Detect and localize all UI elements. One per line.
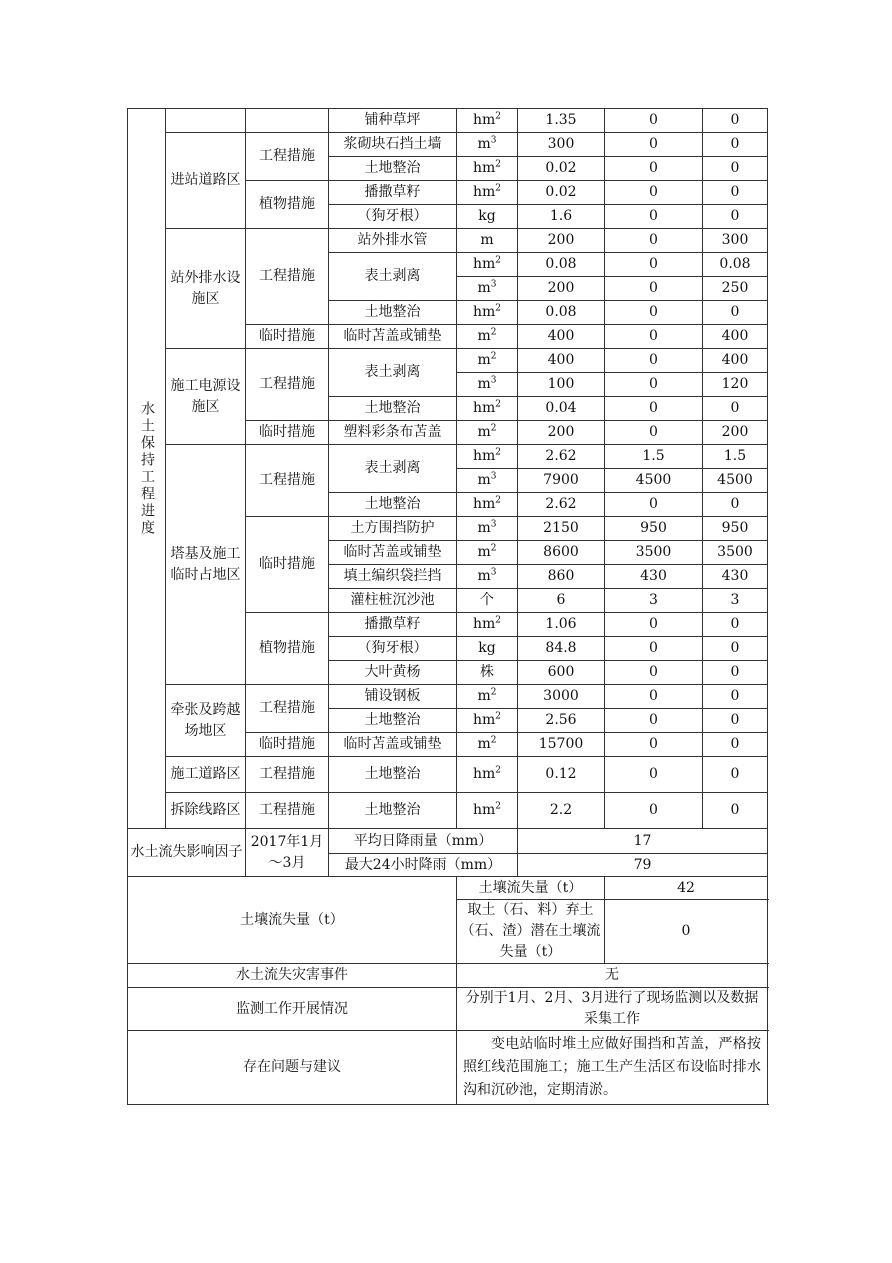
measure-cell: 浆砌块石挡土墙 bbox=[329, 133, 457, 157]
unit-cell: $hm^2$ bbox=[457, 709, 518, 733]
unit-cell: $m^3$ bbox=[457, 469, 518, 493]
unit-cell: $m^3$ bbox=[457, 277, 518, 301]
unit-cell: $m^2$ bbox=[457, 733, 518, 757]
planned-cell: 200 bbox=[518, 229, 605, 253]
planned-cell: 2.62 bbox=[518, 493, 605, 517]
cumulative-cell: 250 bbox=[703, 277, 768, 301]
cumulative-cell: 0 bbox=[703, 613, 768, 637]
measure-cell: （狗牙根） bbox=[329, 205, 457, 229]
planned-cell: 100 bbox=[518, 373, 605, 397]
measure-cell: 土地整治 bbox=[329, 709, 457, 733]
cumulative-cell: 120 bbox=[703, 373, 768, 397]
avg-rain-value: 17 bbox=[518, 829, 768, 854]
planned-cell: 300 bbox=[518, 133, 605, 157]
unit-cell: $m^3$ bbox=[457, 373, 518, 397]
unit-cell: 个 bbox=[457, 589, 518, 613]
unit-cell: $m^3$ bbox=[457, 133, 518, 157]
unit-cell: $m^3$ bbox=[457, 517, 518, 541]
planned-cell: 200 bbox=[518, 277, 605, 301]
unit-cell: $m^3$ bbox=[457, 565, 518, 589]
category-cell bbox=[246, 109, 329, 133]
measure-cell: 土地整治 bbox=[329, 493, 457, 517]
measure-cell: 临时苫盖或铺垫 bbox=[329, 541, 457, 565]
cumulative-cell: 0 bbox=[703, 757, 768, 793]
area-cell: 施工电源设施区 bbox=[166, 349, 246, 445]
unit-cell: $hm^2$ bbox=[457, 757, 518, 793]
cumulative-cell: 0 bbox=[703, 397, 768, 421]
measure-cell: 临时苫盖或铺垫 bbox=[329, 325, 457, 349]
category-cell: 工程措施 bbox=[246, 793, 329, 829]
measure-cell: 表土剥离 bbox=[329, 253, 457, 301]
period-cell: 0 bbox=[605, 613, 703, 637]
area-cell: 进站道路区 bbox=[166, 133, 246, 229]
cumulative-cell: 950 bbox=[703, 517, 768, 541]
category-cell: 植物措施 bbox=[246, 181, 329, 229]
measure-cell: 土方围挡防护 bbox=[329, 517, 457, 541]
planned-cell: 7900 bbox=[518, 469, 605, 493]
category-cell: 工程措施 bbox=[246, 445, 329, 517]
cumulative-cell: 0 bbox=[703, 205, 768, 229]
measure-cell: 填土编织袋拦挡 bbox=[329, 565, 457, 589]
planned-cell: 1.06 bbox=[518, 613, 605, 637]
period-cell: 0 bbox=[605, 133, 703, 157]
unit-cell: $hm^2$ bbox=[457, 253, 518, 277]
unit-cell: $hm^2$ bbox=[457, 301, 518, 325]
cumulative-cell: 4500 bbox=[703, 469, 768, 493]
planned-cell: 84.8 bbox=[518, 637, 605, 661]
period-cell: 0 bbox=[605, 325, 703, 349]
planned-cell: 1.35 bbox=[518, 109, 605, 133]
planned-cell: 2150 bbox=[518, 517, 605, 541]
disaster-label: 水土流失灾害事件 bbox=[128, 964, 457, 988]
soil-loss-total-value: 42 bbox=[605, 877, 768, 900]
planned-cell: 0.08 bbox=[518, 253, 605, 277]
unit-cell: $m^2$ bbox=[457, 541, 518, 565]
period-cell: 0 bbox=[605, 277, 703, 301]
max-rain-label: 最大24小时降雨（mm） bbox=[329, 854, 518, 877]
avg-rain-label: 平均日降雨量（mm） bbox=[329, 829, 518, 854]
measure-cell: 铺种草坪 bbox=[329, 109, 457, 133]
period-cell: 0 bbox=[605, 301, 703, 325]
measure-cell: 灌柱桩沉沙池 bbox=[329, 589, 457, 613]
area-cell: 塔基及施工临时占地区 bbox=[166, 445, 246, 685]
period-cell: 0 bbox=[605, 157, 703, 181]
category-cell: 工程措施 bbox=[246, 685, 329, 733]
cumulative-cell: 430 bbox=[703, 565, 768, 589]
unit-cell: $hm^2$ bbox=[457, 613, 518, 637]
unit-cell: $m^2$ bbox=[457, 349, 518, 373]
planned-cell: 3000 bbox=[518, 685, 605, 709]
category-cell: 临时措施 bbox=[246, 733, 329, 757]
cumulative-cell: 300 bbox=[703, 229, 768, 253]
unit-cell: $hm^2$ bbox=[457, 157, 518, 181]
area-cell: 拆除线路区 bbox=[166, 793, 246, 829]
cumulative-cell: 0 bbox=[703, 637, 768, 661]
category-cell: 临时措施 bbox=[246, 421, 329, 445]
planned-cell: 0.04 bbox=[518, 397, 605, 421]
category-cell: 工程措施 bbox=[246, 229, 329, 325]
planned-cell: 0.02 bbox=[518, 181, 605, 205]
area-cell: 站外排水设施区 bbox=[166, 229, 246, 349]
cumulative-cell: 0 bbox=[703, 133, 768, 157]
cumulative-cell: 400 bbox=[703, 349, 768, 373]
period-cell: 0 bbox=[605, 793, 703, 829]
planned-cell: 8600 bbox=[518, 541, 605, 565]
unit-cell: m bbox=[457, 229, 518, 253]
unit-cell: $m^2$ bbox=[457, 421, 518, 445]
measure-cell: 临时苫盖或铺垫 bbox=[329, 733, 457, 757]
planned-cell: 400 bbox=[518, 325, 605, 349]
period-cell: 0 bbox=[605, 733, 703, 757]
area-cell: 牵张及跨越场地区 bbox=[166, 685, 246, 757]
unit-cell: 株 bbox=[457, 661, 518, 685]
cumulative-cell: 0 bbox=[703, 301, 768, 325]
issues-label: 存在问题与建议 bbox=[128, 1031, 457, 1105]
measure-cell: 表土剥离 bbox=[329, 445, 457, 493]
period-cell: 0 bbox=[605, 181, 703, 205]
cumulative-cell: 0 bbox=[703, 157, 768, 181]
measure-cell: 播撒草籽 bbox=[329, 181, 457, 205]
unit-cell: $hm^2$ bbox=[457, 109, 518, 133]
monitoring-report-table bbox=[127, 108, 768, 1105]
period-cell: 0 bbox=[605, 205, 703, 229]
planned-cell: 2.62 bbox=[518, 445, 605, 469]
period-cell: 0 bbox=[605, 397, 703, 421]
unit-cell: kg bbox=[457, 637, 518, 661]
cumulative-cell: 0 bbox=[703, 661, 768, 685]
cumulative-cell: 0 bbox=[703, 181, 768, 205]
planned-cell: 15700 bbox=[518, 733, 605, 757]
period-cell: 4500 bbox=[605, 469, 703, 493]
unit-cell: kg bbox=[457, 205, 518, 229]
period-cell: 0 bbox=[605, 757, 703, 793]
measure-cell: 土地整治 bbox=[329, 757, 457, 793]
period-cell: 0 bbox=[605, 661, 703, 685]
cumulative-cell: 200 bbox=[703, 421, 768, 445]
measure-cell: （狗牙根） bbox=[329, 637, 457, 661]
measure-cell: 播撒草籽 bbox=[329, 613, 457, 637]
planned-cell: 0.02 bbox=[518, 157, 605, 181]
period-cell: 1.5 bbox=[605, 445, 703, 469]
measure-cell: 塑料彩条布苫盖 bbox=[329, 421, 457, 445]
cumulative-cell: 3500 bbox=[703, 541, 768, 565]
measure-cell: 土地整治 bbox=[329, 793, 457, 829]
period-cell: 0 bbox=[605, 637, 703, 661]
unit-cell: $m^2$ bbox=[457, 325, 518, 349]
cumulative-cell: 0 bbox=[703, 733, 768, 757]
period-cell: 3500 bbox=[605, 541, 703, 565]
category-cell: 工程措施 bbox=[246, 349, 329, 421]
planned-cell: 2.2 bbox=[518, 793, 605, 829]
measure-cell: 土地整治 bbox=[329, 301, 457, 325]
period-cell: 0 bbox=[605, 421, 703, 445]
disaster-value: 无 bbox=[457, 964, 768, 988]
cumulative-cell: 0.08 bbox=[703, 253, 768, 277]
factors-period: 2017年1月～3月 bbox=[246, 829, 329, 877]
issues-value: 变电站临时堆土应做好围挡和苫盖，严格按照红线范围施工；施工生产生活区布设临时排水沟和沉砂池，定期清淤。 bbox=[457, 1031, 768, 1105]
planned-cell: 2.56 bbox=[518, 709, 605, 733]
planned-cell: 200 bbox=[518, 421, 605, 445]
planned-cell: 0.08 bbox=[518, 301, 605, 325]
planned-cell: 860 bbox=[518, 565, 605, 589]
cumulative-cell: 0 bbox=[703, 109, 768, 133]
area-cell: 施工道路区 bbox=[166, 757, 246, 793]
period-cell: 430 bbox=[605, 565, 703, 589]
soil-loss-total-label: 土壤流失量（t） bbox=[457, 877, 605, 900]
category-cell: 工程措施 bbox=[246, 133, 329, 181]
cumulative-cell: 0 bbox=[703, 709, 768, 733]
monitoring-value: 分别于1月、2月、3月进行了现场监测以及数据采集工作 bbox=[457, 988, 768, 1031]
unit-cell: $hm^2$ bbox=[457, 181, 518, 205]
planned-cell: 0.12 bbox=[518, 757, 605, 793]
period-cell: 0 bbox=[605, 493, 703, 517]
measure-cell: 土地整治 bbox=[329, 157, 457, 181]
cumulative-cell: 0 bbox=[703, 493, 768, 517]
max-rain-value: 79 bbox=[518, 854, 768, 877]
category-cell: 临时措施 bbox=[246, 517, 329, 613]
period-cell: 950 bbox=[605, 517, 703, 541]
category-cell: 植物措施 bbox=[246, 613, 329, 685]
section-label: 水土保持工程进度 bbox=[128, 109, 166, 829]
measure-cell: 表土剥离 bbox=[329, 349, 457, 397]
unit-cell: $hm^2$ bbox=[457, 793, 518, 829]
period-cell: 0 bbox=[605, 253, 703, 277]
erosion-factors-label: 水土流失影响因子 bbox=[128, 829, 246, 877]
spoil-loss-label: 取土（石、料）弃土（石、渣）潜在土壤流失量（t） bbox=[457, 900, 605, 964]
unit-cell: $hm^2$ bbox=[457, 493, 518, 517]
unit-cell: $hm^2$ bbox=[457, 445, 518, 469]
planned-cell: 1.6 bbox=[518, 205, 605, 229]
area-cell bbox=[166, 109, 246, 133]
soil-loss-label: 土壤流失量（t） bbox=[128, 877, 457, 964]
period-cell: 0 bbox=[605, 373, 703, 397]
category-cell: 工程措施 bbox=[246, 757, 329, 793]
unit-cell: $m^2$ bbox=[457, 685, 518, 709]
monitoring-label: 监测工作开展情况 bbox=[128, 988, 457, 1031]
planned-cell: 6 bbox=[518, 589, 605, 613]
planned-cell: 400 bbox=[518, 349, 605, 373]
planned-cell: 600 bbox=[518, 661, 605, 685]
measure-cell: 站外排水管 bbox=[329, 229, 457, 253]
period-cell: 0 bbox=[605, 109, 703, 133]
cumulative-cell: 0 bbox=[703, 685, 768, 709]
measure-cell: 土地整治 bbox=[329, 397, 457, 421]
cumulative-cell: 0 bbox=[703, 793, 768, 829]
period-cell: 0 bbox=[605, 349, 703, 373]
period-cell: 0 bbox=[605, 685, 703, 709]
period-cell: 3 bbox=[605, 589, 703, 613]
cumulative-cell: 1.5 bbox=[703, 445, 768, 469]
unit-cell: $hm^2$ bbox=[457, 397, 518, 421]
spoil-loss-value: 0 bbox=[605, 900, 768, 964]
measure-cell: 大叶黄杨 bbox=[329, 661, 457, 685]
category-cell: 临时措施 bbox=[246, 325, 329, 349]
period-cell: 0 bbox=[605, 229, 703, 253]
measure-cell: 铺设钢板 bbox=[329, 685, 457, 709]
period-cell: 0 bbox=[605, 709, 703, 733]
cumulative-cell: 3 bbox=[703, 589, 768, 613]
cumulative-cell: 400 bbox=[703, 325, 768, 349]
